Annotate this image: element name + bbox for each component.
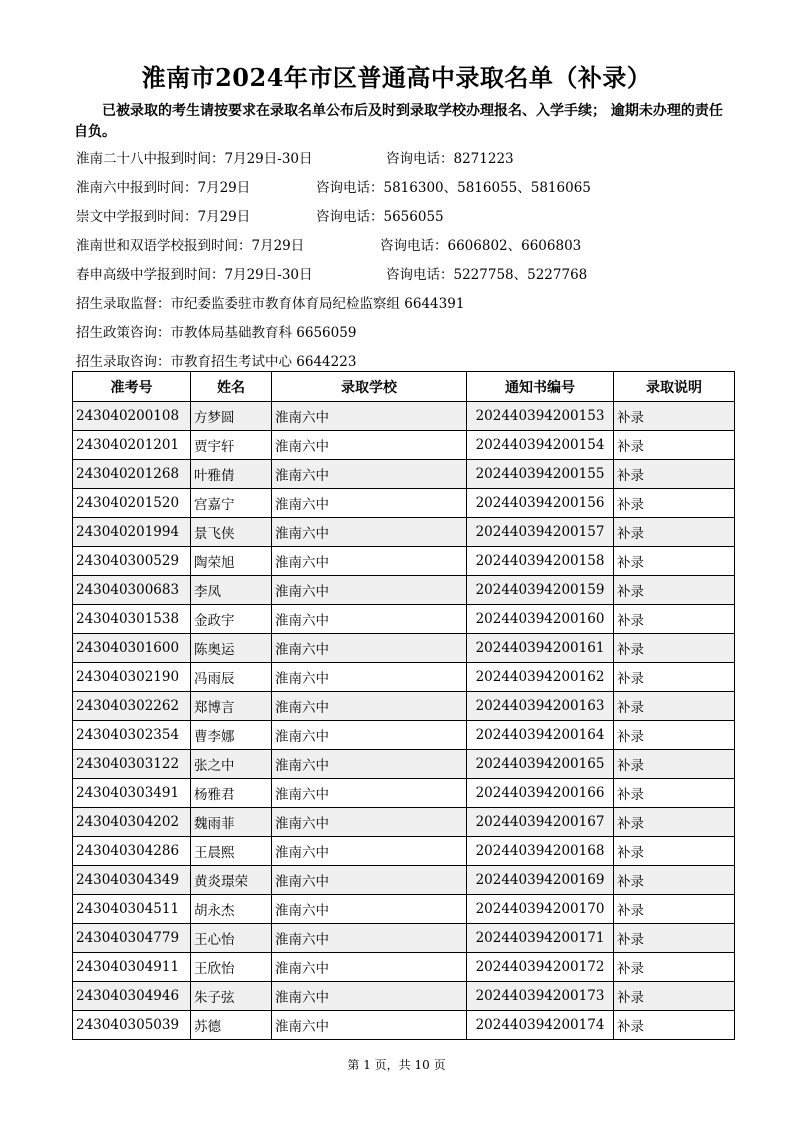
table-row (73, 750, 735, 779)
school-cell: 淮南六中 (272, 518, 467, 547)
table-row (73, 779, 735, 808)
student-name-cell: 冯雨辰 (191, 663, 272, 692)
remark-cell: 补录 (614, 721, 735, 750)
report-time-text: 淮南二十八中报到时间：7月29日-30日 (76, 151, 313, 167)
exam-number-cell: 243040302262 (73, 692, 191, 721)
exam-number-cell: 243040302190 (73, 663, 191, 692)
school-cell: 淮南六中 (272, 808, 467, 837)
page-title: 淮南市2024年市区普通高中录取名单（补录） (141, 63, 652, 92)
remark-cell: 补录 (614, 779, 735, 808)
table-row (73, 460, 735, 489)
student-name-cell: 金政宇 (191, 605, 272, 634)
remark-cell: 补录 (614, 431, 735, 460)
student-name-cell: 陈奥运 (191, 634, 272, 663)
info-line (76, 234, 736, 254)
exam-number-cell: 243040201994 (73, 518, 191, 547)
exam-number-cell: 243040300683 (73, 576, 191, 605)
header-notice-number: 通知书编号 (467, 372, 614, 402)
table-row (73, 982, 735, 1011)
exam-number-cell: 243040301538 (73, 605, 191, 634)
report-time-text: 崇文中学报到时间：7月29日 (76, 209, 251, 225)
student-name-cell: 宫嘉宁 (191, 489, 272, 518)
school-cell: 淮南六中 (272, 576, 467, 605)
exam-number-cell: 243040304511 (73, 895, 191, 924)
table-header-row (73, 372, 735, 402)
notice-number-cell: 202440394200162 (467, 663, 614, 692)
contact-line: 招生录取监督：市纪委监委驻市教育体育局纪检监察组 6644391 (76, 296, 465, 312)
student-name-cell: 王欣怡 (191, 953, 272, 982)
school-cell: 淮南六中 (272, 953, 467, 982)
header-school: 录取学校 (272, 372, 467, 402)
exam-number-cell: 243040302354 (73, 721, 191, 750)
notice-number-cell: 202440394200170 (467, 895, 614, 924)
notice-number-cell: 202440394200154 (467, 431, 614, 460)
notice-number-cell: 202440394200157 (467, 518, 614, 547)
school-cell: 淮南六中 (272, 924, 467, 953)
remark-cell: 补录 (614, 953, 735, 982)
student-name-cell: 王晨熙 (191, 837, 272, 866)
phone-text: 咨询电话：5816300、5816055、5816065 (316, 180, 591, 196)
table-row (73, 489, 735, 518)
table-row (73, 431, 735, 460)
remark-cell: 补录 (614, 634, 735, 663)
exam-number-cell: 243040201268 (73, 460, 191, 489)
notice-number-cell: 202440394200161 (467, 634, 614, 663)
student-name-cell: 方梦圆 (191, 402, 272, 431)
exam-number-cell: 243040300529 (73, 547, 191, 576)
student-name-cell: 张之中 (191, 750, 272, 779)
remark-cell: 补录 (614, 692, 735, 721)
notice-number-cell: 202440394200159 (467, 576, 614, 605)
remark-cell: 补录 (614, 663, 735, 692)
remark-cell: 补录 (614, 750, 735, 779)
school-cell: 淮南六中 (272, 779, 467, 808)
page-footer: 第 1 页，共 10 页 (347, 1058, 446, 1072)
notice-number-cell: 202440394200165 (467, 750, 614, 779)
student-name-cell: 杨雅君 (191, 779, 272, 808)
contact-line: 招生录取咨询：市教育招生考试中心 6644223 (76, 354, 357, 370)
exam-number-cell: 243040301600 (73, 634, 191, 663)
exam-number-cell: 243040304202 (73, 808, 191, 837)
notice-paragraph: 已被录取的考生请按要求在录取名单公布后及时到录取学校办理报名、入学手续； 逾期未办理的责任自负。 (74, 103, 723, 140)
notice-number-cell: 202440394200166 (467, 779, 614, 808)
school-cell: 淮南六中 (272, 750, 467, 779)
notice-number-cell: 202440394200169 (467, 866, 614, 895)
exam-number-cell: 243040303122 (73, 750, 191, 779)
info-line (76, 176, 736, 196)
student-name-cell: 叶雅倩 (191, 460, 272, 489)
school-cell: 淮南六中 (272, 402, 467, 431)
table-row (73, 576, 735, 605)
remark-cell: 补录 (614, 837, 735, 866)
school-cell: 淮南六中 (272, 605, 467, 634)
school-cell: 淮南六中 (272, 460, 467, 489)
remark-cell: 补录 (614, 1011, 735, 1040)
table-row (73, 808, 735, 837)
notice-number-cell: 202440394200164 (467, 721, 614, 750)
info-line (76, 147, 736, 167)
notice-number-cell: 202440394200155 (467, 460, 614, 489)
student-name-cell: 黄炎璟荣 (191, 866, 272, 895)
table-row (73, 634, 735, 663)
header-exam-number: 准考号 (73, 372, 191, 402)
remark-cell: 补录 (614, 924, 735, 953)
remark-cell: 补录 (614, 895, 735, 924)
remark-cell: 补录 (614, 982, 735, 1011)
notice-number-cell: 202440394200163 (467, 692, 614, 721)
exam-number-cell: 243040201201 (73, 431, 191, 460)
student-name-cell: 景飞侠 (191, 518, 272, 547)
school-cell: 淮南六中 (272, 547, 467, 576)
remark-cell: 补录 (614, 866, 735, 895)
table-row (73, 547, 735, 576)
phone-text: 咨询电话：5656055 (316, 209, 444, 225)
table-row (73, 402, 735, 431)
notice-number-cell: 202440394200172 (467, 953, 614, 982)
table-row (73, 663, 735, 692)
remark-cell: 补录 (614, 402, 735, 431)
notice-number-cell: 202440394200156 (467, 489, 614, 518)
contact-line: 招生政策咨询：市教体局基础教育科 6656059 (76, 325, 357, 341)
remark-cell: 补录 (614, 518, 735, 547)
exam-number-cell: 243040304946 (73, 982, 191, 1011)
student-name-cell: 李凤 (191, 576, 272, 605)
notice-number-cell: 202440394200171 (467, 924, 614, 953)
header-remark: 录取说明 (614, 372, 735, 402)
school-cell: 淮南六中 (272, 721, 467, 750)
remark-cell: 补录 (614, 460, 735, 489)
report-time-text: 淮南世和双语学校报到时间：7月29日 (76, 238, 305, 254)
student-name-cell: 贾宇轩 (191, 431, 272, 460)
exam-number-cell: 243040304779 (73, 924, 191, 953)
table-row (73, 866, 735, 895)
info-line (76, 263, 736, 283)
school-cell: 淮南六中 (272, 431, 467, 460)
school-cell: 淮南六中 (272, 837, 467, 866)
notice-number-cell: 202440394200158 (467, 547, 614, 576)
student-name-cell: 苏德 (191, 1011, 272, 1040)
school-cell: 淮南六中 (272, 895, 467, 924)
student-name-cell: 郑博言 (191, 692, 272, 721)
notice-number-cell: 202440394200160 (467, 605, 614, 634)
remark-cell: 补录 (614, 489, 735, 518)
table-row (73, 692, 735, 721)
school-cell: 淮南六中 (272, 634, 467, 663)
table-row (73, 1011, 735, 1040)
student-name-cell: 王心怡 (191, 924, 272, 953)
student-name-cell: 魏雨菲 (191, 808, 272, 837)
exam-number-cell: 243040304349 (73, 866, 191, 895)
phone-text: 咨询电话：8271223 (386, 151, 514, 167)
phone-text: 咨询电话：6606802、6606803 (380, 238, 582, 254)
remark-cell: 补录 (614, 547, 735, 576)
notice-number-cell: 202440394200168 (467, 837, 614, 866)
remark-cell: 补录 (614, 576, 735, 605)
notice-number-cell: 202440394200153 (467, 402, 614, 431)
exam-number-cell: 243040304911 (73, 953, 191, 982)
phone-text: 咨询电话：5227758、5227768 (386, 267, 588, 283)
table-row (73, 518, 735, 547)
exam-number-cell: 243040201520 (73, 489, 191, 518)
school-cell: 淮南六中 (272, 489, 467, 518)
report-time-text: 淮南六中报到时间：7月29日 (76, 180, 251, 196)
exam-number-cell: 243040305039 (73, 1011, 191, 1040)
table-row (73, 895, 735, 924)
table-row (73, 721, 735, 750)
student-name-cell: 朱子弦 (191, 982, 272, 1011)
info-line (76, 205, 736, 225)
header-name: 姓名 (191, 372, 272, 402)
exam-number-cell: 243040303491 (73, 779, 191, 808)
remark-cell: 补录 (614, 605, 735, 634)
student-name-cell: 曹李娜 (191, 721, 272, 750)
notice-number-cell: 202440394200174 (467, 1011, 614, 1040)
exam-number-cell: 243040304286 (73, 837, 191, 866)
table-row (73, 605, 735, 634)
school-cell: 淮南六中 (272, 982, 467, 1011)
table-row (73, 837, 735, 866)
table-row (73, 924, 735, 953)
notice-number-cell: 202440394200167 (467, 808, 614, 837)
admission-table (72, 371, 735, 1040)
exam-number-cell: 243040200108 (73, 402, 191, 431)
report-time-text: 春申高级中学报到时间：7月29日-30日 (76, 267, 313, 283)
student-name-cell: 胡永杰 (191, 895, 272, 924)
school-cell: 淮南六中 (272, 866, 467, 895)
student-name-cell: 陶荣旭 (191, 547, 272, 576)
school-cell: 淮南六中 (272, 663, 467, 692)
table-row (73, 953, 735, 982)
remark-cell: 补录 (614, 808, 735, 837)
school-cell: 淮南六中 (272, 692, 467, 721)
notice-number-cell: 202440394200173 (467, 982, 614, 1011)
school-cell: 淮南六中 (272, 1011, 467, 1040)
